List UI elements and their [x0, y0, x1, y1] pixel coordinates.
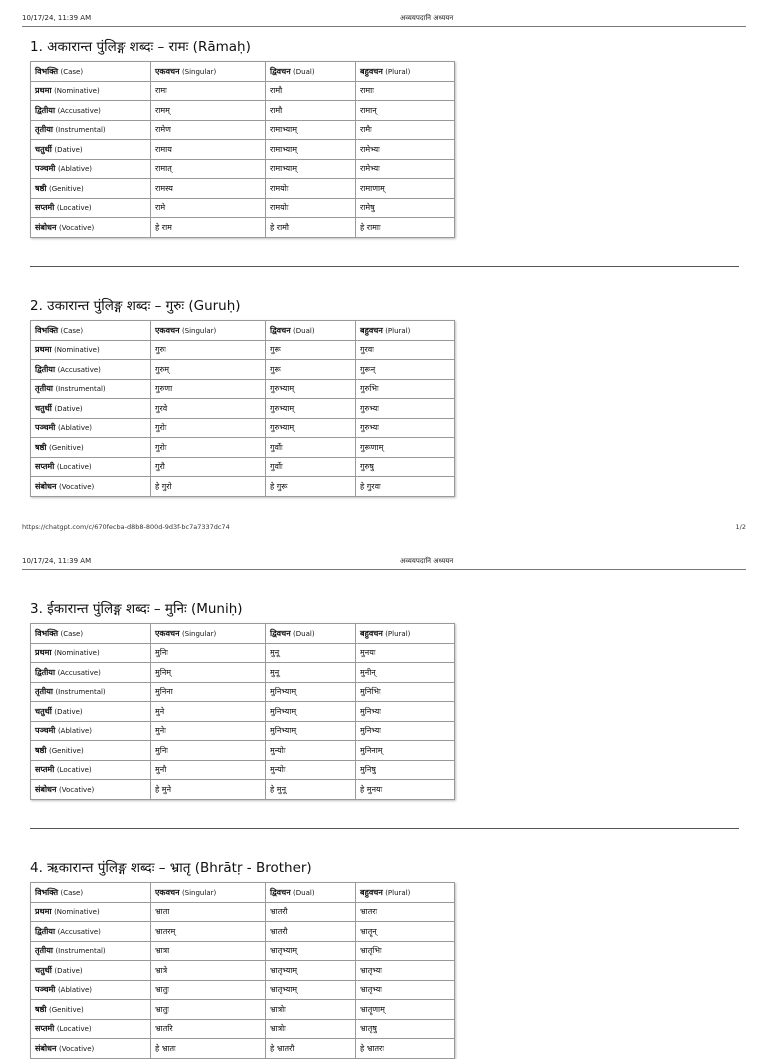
- case-name-english: (Ablative): [57, 424, 93, 433]
- table-header-row: [31, 62, 455, 82]
- table-row: [31, 457, 455, 477]
- form-cell: गुर्वोः: [266, 438, 356, 458]
- case-name-hindi: चतुर्थी: [35, 403, 52, 413]
- section-2: [30, 296, 460, 497]
- column-header: [266, 62, 356, 82]
- case-cell: [31, 140, 151, 160]
- form-cell: मुनिभिः: [356, 682, 455, 702]
- case-name-hindi: चतुर्थी: [35, 706, 52, 716]
- form-cell: हे रामौ: [266, 218, 356, 238]
- case-name-english: (Vocative): [58, 482, 95, 491]
- column-header-english: (Plural): [385, 326, 411, 335]
- case-name-english: (Dative): [54, 707, 83, 716]
- case-cell: [31, 418, 151, 438]
- form-cell: मुन्योः: [266, 760, 356, 780]
- form-cell: भ्रातॄन्: [356, 922, 455, 942]
- case-name-hindi: प्रथमा: [35, 907, 52, 917]
- column-header-hindi: एकवचन: [155, 628, 180, 638]
- case-name-hindi: पञ्चमी: [35, 164, 56, 174]
- page-datetime: 10/17/24, 11:39 AM: [22, 14, 92, 22]
- column-header: [266, 624, 356, 644]
- column-header-english: (Case): [60, 888, 84, 897]
- form-cell: गुरुभ्याम्: [266, 379, 356, 399]
- declension-table: [30, 882, 455, 1059]
- case-name-english: (Accusative): [57, 668, 101, 677]
- case-name-english: (Nominative): [54, 346, 100, 355]
- form-cell: गुरुभ्याम्: [266, 399, 356, 419]
- form-cell: रामेभ्यः: [356, 159, 455, 179]
- case-cell: [31, 780, 151, 800]
- table-row: [31, 902, 455, 922]
- form-cell: गुरू: [266, 360, 356, 380]
- form-cell: हे मुनयः: [356, 780, 455, 800]
- case-name-english: (Vocative): [58, 785, 95, 794]
- declension-table: [30, 61, 455, 238]
- table-row: [31, 682, 455, 702]
- form-cell: रामाभ्याम्: [266, 140, 356, 160]
- form-cell: मुनिषु: [356, 760, 455, 780]
- form-cell: भ्रातुः: [151, 980, 266, 1000]
- case-name-english: (Vocative): [58, 1044, 95, 1053]
- case-name-english: (Instrumental): [55, 947, 106, 956]
- case-name-english: (Ablative): [57, 165, 93, 174]
- table-row: [31, 159, 455, 179]
- form-cell: रामाः: [356, 81, 455, 101]
- column-header-hindi: विभक्ति: [35, 66, 59, 76]
- form-cell: मुनेः: [151, 721, 266, 741]
- form-cell: रामाणाम्: [356, 179, 455, 199]
- form-cell: रामौ: [266, 81, 356, 101]
- column-header-hindi: बहुवचन: [360, 66, 383, 76]
- case-name-english: (Nominative): [54, 87, 100, 96]
- form-cell: रामाभ्याम्: [266, 159, 356, 179]
- case-name-english: (Locative): [56, 463, 92, 472]
- table-row: [31, 1039, 455, 1059]
- form-cell: गुरुभ्याम्: [266, 418, 356, 438]
- form-cell: हे गुरू: [266, 477, 356, 497]
- form-cell: रामम्: [151, 101, 266, 121]
- form-cell: मुनौ: [151, 760, 266, 780]
- case-cell: [31, 922, 151, 942]
- declension-table: [30, 320, 455, 497]
- column-header-hindi: एकवचन: [155, 325, 180, 335]
- case-name-hindi: सप्तमी: [35, 1024, 55, 1034]
- form-cell: भ्रातृभिः: [356, 941, 455, 961]
- table-row: [31, 477, 455, 497]
- form-cell: गुरवः: [356, 340, 455, 360]
- section-divider: [30, 266, 739, 267]
- form-cell: गुरुषु: [356, 457, 455, 477]
- form-cell: मुनिभ्यः: [356, 721, 455, 741]
- column-header-hindi: द्विवचन: [270, 887, 291, 897]
- form-cell: मुनिना: [151, 682, 266, 702]
- table-row: [31, 101, 455, 121]
- column-header-english: (Plural): [385, 67, 411, 76]
- case-name-hindi: षष्ठी: [35, 183, 47, 193]
- table-header-row: [31, 883, 455, 903]
- table-row: [31, 741, 455, 761]
- table-row: [31, 643, 455, 663]
- form-cell: गुरुम्: [151, 360, 266, 380]
- case-cell: [31, 961, 151, 981]
- column-header: [31, 321, 151, 341]
- table-row: [31, 721, 455, 741]
- section-1: [30, 37, 460, 238]
- column-header-english: (Plural): [385, 888, 411, 897]
- column-header-hindi: विभक्ति: [35, 887, 59, 897]
- form-cell: हे भ्रातरः: [356, 1039, 455, 1059]
- page-url[interactable]: https://chatgpt.com/c/670fecba-d8b8-800d-9d3f-bc7a7337dc74: [22, 523, 230, 531]
- page-header-1: [22, 14, 746, 26]
- case-cell: [31, 721, 151, 741]
- table-header-row: [31, 624, 455, 644]
- page-title: अव्ययपदानि अध्ययन: [400, 557, 454, 565]
- case-cell: [31, 438, 151, 458]
- form-cell: मुनिभ्याम्: [266, 721, 356, 741]
- case-name-hindi: पञ्चमी: [35, 985, 56, 995]
- case-cell: [31, 663, 151, 683]
- case-name-hindi: द्वितीया: [35, 364, 56, 374]
- case-cell: [31, 457, 151, 477]
- case-name-hindi: तृतीया: [35, 125, 53, 135]
- case-name-hindi: सप्तमी: [35, 462, 55, 472]
- form-cell: मुनिभ्याम्: [266, 702, 356, 722]
- form-cell: रामौ: [266, 101, 356, 121]
- form-cell: रामेषु: [356, 198, 455, 218]
- case-cell: [31, 159, 151, 179]
- case-name-hindi: संबोधन: [35, 1043, 57, 1053]
- form-cell: भ्रातरम्: [151, 922, 266, 942]
- column-header-hindi: द्विवचन: [270, 325, 291, 335]
- form-cell: मुनू: [266, 643, 356, 663]
- table-row: [31, 360, 455, 380]
- form-cell: हे मुने: [151, 780, 266, 800]
- column-header: [151, 883, 266, 903]
- case-name-hindi: तृतीया: [35, 687, 53, 697]
- table-row: [31, 663, 455, 683]
- form-cell: रामस्य: [151, 179, 266, 199]
- case-name-english: (Genitive): [48, 184, 84, 193]
- case-name-hindi: सप्तमी: [35, 203, 55, 213]
- form-cell: रामे: [151, 198, 266, 218]
- form-cell: भ्रात्रा: [151, 941, 266, 961]
- form-cell: गुरवे: [151, 399, 266, 419]
- case-name-hindi: द्वितीया: [35, 667, 56, 677]
- column-header-hindi: विभक्ति: [35, 325, 59, 335]
- case-cell: [31, 198, 151, 218]
- case-name-english: (Dative): [54, 145, 83, 154]
- column-header: [356, 883, 455, 903]
- case-cell: [31, 1019, 151, 1039]
- declension-table: [30, 623, 455, 800]
- page-number: 1/2: [735, 523, 746, 531]
- form-cell: भ्रातॄणाम्: [356, 1000, 455, 1020]
- table-row: [31, 198, 455, 218]
- form-cell: रामेभ्यः: [356, 140, 455, 160]
- case-cell: [31, 741, 151, 761]
- case-cell: [31, 760, 151, 780]
- form-cell: हे गुरो: [151, 477, 266, 497]
- case-name-hindi: पञ्चमी: [35, 726, 56, 736]
- case-cell: [31, 360, 151, 380]
- form-cell: मुनयः: [356, 643, 455, 663]
- section-3: [30, 599, 460, 800]
- column-header-english: (Singular): [181, 326, 217, 335]
- column-header-english: (Dual): [293, 629, 315, 638]
- column-header-hindi: विभक्ति: [35, 628, 59, 638]
- page-header-2: [22, 557, 746, 569]
- case-name-english: (Nominative): [54, 908, 100, 917]
- case-name-english: (Locative): [56, 1025, 92, 1034]
- column-header-english: (Dual): [293, 888, 315, 897]
- form-cell: गुरू: [266, 340, 356, 360]
- case-cell: [31, 643, 151, 663]
- form-cell: भ्रातरौ: [266, 902, 356, 922]
- case-name-english: (Genitive): [48, 746, 84, 755]
- column-header-english: (Singular): [181, 888, 217, 897]
- column-header: [151, 321, 266, 341]
- case-cell: [31, 340, 151, 360]
- column-header-hindi: एकवचन: [155, 66, 180, 76]
- form-cell: भ्रातृभ्याम्: [266, 961, 356, 981]
- form-cell: मुनिः: [151, 741, 266, 761]
- table-row: [31, 140, 455, 160]
- table-row: [31, 760, 455, 780]
- column-header-english: (Case): [60, 629, 84, 638]
- form-cell: भ्रातरि: [151, 1019, 266, 1039]
- page-footer: [22, 523, 746, 531]
- table-row: [31, 1019, 455, 1039]
- case-name-hindi: षष्ठी: [35, 1004, 47, 1014]
- form-cell: भ्रातृभ्याम्: [266, 941, 356, 961]
- table-row: [31, 961, 455, 981]
- case-name-english: (Nominative): [54, 649, 100, 658]
- table-row: [31, 218, 455, 238]
- form-cell: गुरोः: [151, 438, 266, 458]
- form-cell: रामात्: [151, 159, 266, 179]
- column-header: [31, 624, 151, 644]
- form-cell: हे भ्रातः: [151, 1039, 266, 1059]
- form-cell: मुनीन्: [356, 663, 455, 683]
- case-name-hindi: द्वितीया: [35, 105, 56, 115]
- form-cell: रामेण: [151, 120, 266, 140]
- form-cell: गुरून्: [356, 360, 455, 380]
- table-row: [31, 179, 455, 199]
- column-header-english: (Dual): [293, 67, 315, 76]
- form-cell: भ्रातरौ: [266, 922, 356, 942]
- case-name-english: (Accusative): [57, 365, 101, 374]
- column-header: [151, 62, 266, 82]
- case-name-hindi: प्रथमा: [35, 86, 52, 96]
- table-row: [31, 438, 455, 458]
- form-cell: गुरुभ्यः: [356, 418, 455, 438]
- case-name-english: (Ablative): [57, 727, 93, 736]
- form-cell: गुरूणाम्: [356, 438, 455, 458]
- column-header-english: (Dual): [293, 326, 315, 335]
- column-header-hindi: द्विवचन: [270, 66, 291, 76]
- case-name-english: (Locative): [56, 766, 92, 775]
- table-row: [31, 340, 455, 360]
- case-cell: [31, 941, 151, 961]
- table-row: [31, 780, 455, 800]
- case-cell: [31, 682, 151, 702]
- column-header: [356, 624, 455, 644]
- section-title: 3. ईकारान्त पुंलिङ्ग शब्दः – मुनिः (Muniḥ): [30, 601, 243, 617]
- form-cell: भ्रात्रोः: [266, 1000, 356, 1020]
- column-header-hindi: बहुवचन: [360, 887, 383, 897]
- table-row: [31, 941, 455, 961]
- table-row: [31, 922, 455, 942]
- case-name-hindi: षष्ठी: [35, 442, 47, 452]
- table-row: [31, 399, 455, 419]
- case-name-hindi: संबोधन: [35, 222, 57, 232]
- form-cell: हे रामाः: [356, 218, 455, 238]
- case-cell: [31, 980, 151, 1000]
- form-cell: गुर्वोः: [266, 457, 356, 477]
- table-row: [31, 81, 455, 101]
- form-cell: गुरुणा: [151, 379, 266, 399]
- form-cell: हे भ्रातरौ: [266, 1039, 356, 1059]
- case-name-english: (Vocative): [58, 223, 95, 232]
- case-name-english: (Accusative): [57, 927, 101, 936]
- case-name-hindi: सप्तमी: [35, 765, 55, 775]
- case-name-hindi: प्रथमा: [35, 345, 52, 355]
- form-cell: रामयोः: [266, 179, 356, 199]
- case-cell: [31, 218, 151, 238]
- form-cell: हे राम: [151, 218, 266, 238]
- column-header: [356, 321, 455, 341]
- case-name-english: (Dative): [54, 966, 83, 975]
- case-name-english: (Genitive): [48, 443, 84, 452]
- section-4: [30, 858, 460, 1059]
- case-cell: [31, 379, 151, 399]
- case-cell: [31, 1039, 151, 1059]
- case-name-english: (Ablative): [57, 986, 93, 995]
- table-row: [31, 980, 455, 1000]
- section-title: 4. ऋकारान्त पुंलिङ्ग शब्दः – भ्रातृ (Bhrātṛ - Brother): [30, 860, 312, 876]
- form-cell: गुरुः: [151, 340, 266, 360]
- case-name-english: (Instrumental): [55, 688, 106, 697]
- column-header-english: (Singular): [181, 629, 217, 638]
- column-header-english: (Plural): [385, 629, 411, 638]
- page-datetime: 10/17/24, 11:39 AM: [22, 557, 92, 565]
- case-name-hindi: संबोधन: [35, 481, 57, 491]
- column-header-english: (Case): [60, 67, 84, 76]
- case-name-hindi: प्रथमा: [35, 648, 52, 658]
- case-cell: [31, 399, 151, 419]
- form-cell: रामैः: [356, 120, 455, 140]
- column-header-english: (Case): [60, 326, 84, 335]
- form-cell: मुनिनाम्: [356, 741, 455, 761]
- form-cell: गुरौ: [151, 457, 266, 477]
- form-cell: मुनिम्: [151, 663, 266, 683]
- case-name-hindi: षष्ठी: [35, 745, 47, 755]
- form-cell: भ्रातुः: [151, 1000, 266, 1020]
- case-name-english: (Dative): [54, 404, 83, 413]
- form-cell: भ्रातृभ्यः: [356, 961, 455, 981]
- column-header: [356, 62, 455, 82]
- case-name-hindi: चतुर्थी: [35, 965, 52, 975]
- case-name-hindi: चतुर्थी: [35, 144, 52, 154]
- column-header: [266, 883, 356, 903]
- column-header-english: (Singular): [181, 67, 217, 76]
- case-name-english: (Locative): [56, 204, 92, 213]
- form-cell: भ्रात्रे: [151, 961, 266, 981]
- table-row: [31, 1000, 455, 1020]
- section-title: 1. अकारान्त पुंलिङ्ग शब्दः – रामः (Rāmaḥ): [30, 39, 251, 55]
- form-cell: भ्रातृभ्याम्: [266, 980, 356, 1000]
- case-name-hindi: पञ्चमी: [35, 423, 56, 433]
- case-cell: [31, 101, 151, 121]
- form-cell: भ्रातरः: [356, 902, 455, 922]
- case-cell: [31, 179, 151, 199]
- column-header-hindi: बहुवचन: [360, 325, 383, 335]
- column-header: [31, 62, 151, 82]
- case-name-hindi: तृतीया: [35, 946, 53, 956]
- form-cell: रामः: [151, 81, 266, 101]
- case-cell: [31, 477, 151, 497]
- form-cell: मुनिभ्याम्: [266, 682, 356, 702]
- table-row: [31, 120, 455, 140]
- form-cell: भ्रातृषु: [356, 1019, 455, 1039]
- case-cell: [31, 702, 151, 722]
- section-divider: [30, 828, 739, 829]
- form-cell: गुरुभिः: [356, 379, 455, 399]
- form-cell: रामयोः: [266, 198, 356, 218]
- form-cell: हे गुरवः: [356, 477, 455, 497]
- form-cell: रामाभ्याम्: [266, 120, 356, 140]
- case-name-english: (Instrumental): [55, 126, 106, 135]
- table-header-row: [31, 321, 455, 341]
- case-cell: [31, 120, 151, 140]
- case-name-hindi: तृतीया: [35, 384, 53, 394]
- case-cell: [31, 1000, 151, 1020]
- form-cell: भ्रातृभ्यः: [356, 980, 455, 1000]
- form-cell: भ्राता: [151, 902, 266, 922]
- column-header: [266, 321, 356, 341]
- form-cell: भ्रात्रोः: [266, 1019, 356, 1039]
- form-cell: हे मुनू: [266, 780, 356, 800]
- case-name-hindi: संबोधन: [35, 784, 57, 794]
- table-row: [31, 702, 455, 722]
- column-header: [31, 883, 151, 903]
- column-header-hindi: द्विवचन: [270, 628, 291, 638]
- case-name-hindi: द्वितीया: [35, 926, 56, 936]
- column-header: [151, 624, 266, 644]
- form-cell: रामान्: [356, 101, 455, 121]
- form-cell: मुनिभ्यः: [356, 702, 455, 722]
- case-name-english: (Genitive): [48, 1005, 84, 1014]
- case-cell: [31, 81, 151, 101]
- form-cell: मुनू: [266, 663, 356, 683]
- form-cell: मुन्योः: [266, 741, 356, 761]
- form-cell: रामाय: [151, 140, 266, 160]
- case-name-english: (Accusative): [57, 106, 101, 115]
- table-row: [31, 379, 455, 399]
- form-cell: मुने: [151, 702, 266, 722]
- column-header-hindi: बहुवचन: [360, 628, 383, 638]
- form-cell: गुरुभ्यः: [356, 399, 455, 419]
- form-cell: मुनिः: [151, 643, 266, 663]
- form-cell: गुरोः: [151, 418, 266, 438]
- case-name-english: (Instrumental): [55, 385, 106, 394]
- case-cell: [31, 902, 151, 922]
- column-header-hindi: एकवचन: [155, 887, 180, 897]
- section-title: 2. उकारान्त पुंलिङ्ग शब्दः – गुरुः (Guruḥ): [30, 298, 241, 314]
- page-title: अव्ययपदानि अध्ययन: [400, 14, 454, 22]
- table-row: [31, 418, 455, 438]
